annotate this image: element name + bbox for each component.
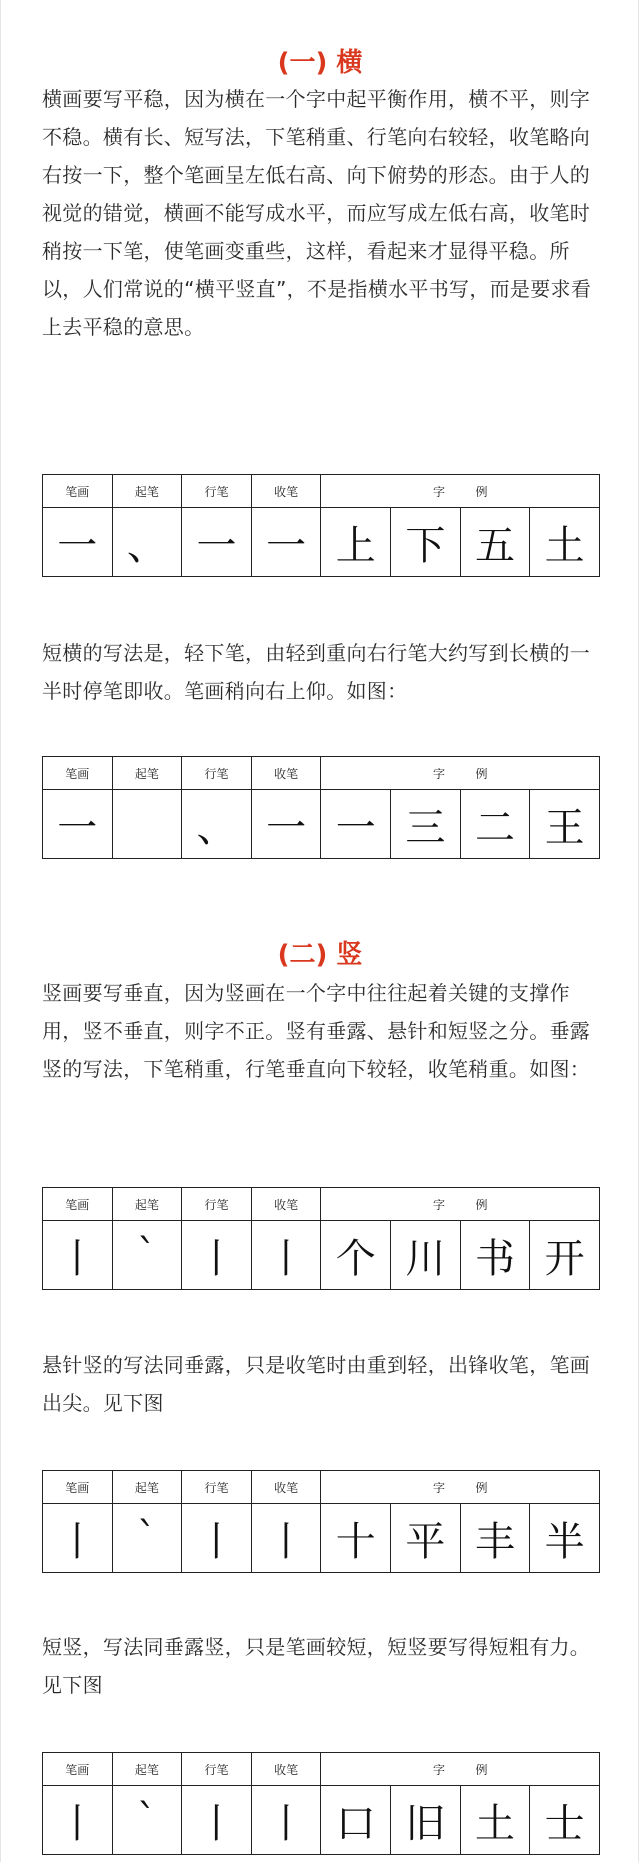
paragraph-heng: 横画要写平稳，因为横在一个字中起平衡作用，横不平，则字不稳。横有长、短写法，下笔稍重、行笔向右较轻，收笔略向右按一下，整个笔画呈左低右高、向下俯势的形态。由于人的视觉的错觉，横画不能写成水平，而应写成左低右高，收笔时稍按一下笔，使笔画变重些，这样，看起来才显得平稳。所以，人们常说的“横平竖直”，不是指横水平书写，而是要求看上去平稳的意思。 — [42, 87, 592, 339]
cell-start: ˋ — [112, 1786, 182, 1855]
cell-end: 一 — [251, 790, 321, 859]
section-heading-shu: (二) 竖 — [277, 940, 363, 970]
cell-end: 丨 — [251, 1786, 321, 1855]
cell-stroke: 丨 — [43, 1221, 113, 1290]
cell-start: ˋ — [112, 1504, 182, 1573]
header-examples: 字 例 — [321, 1188, 600, 1221]
cell-example-1: 口 — [321, 1786, 391, 1855]
paragraph-shu: 竖画要写垂直，因为竖画在一个字中往往起着关键的支撑作用，竖不垂直，则字不正。竖有垂露、悬针和短竖之分。垂露竖的写法，下笔稍重，行笔垂直向下较轻，收笔稍重。如图： — [42, 981, 591, 1081]
header-examples: 字 例 — [321, 475, 600, 508]
header-move: 行笔 — [182, 1753, 252, 1786]
header-stroke: 笔画 — [43, 1471, 113, 1504]
cell-example-3: 丰 — [460, 1504, 530, 1573]
stroke-table-short-shu — [42, 1752, 600, 1855]
header-start: 起笔 — [112, 757, 182, 790]
cell-example-2: 旧 — [391, 1786, 461, 1855]
stroke-table-short-heng — [42, 756, 600, 859]
cell-stroke: 丨 — [43, 1786, 113, 1855]
cell-start — [112, 790, 182, 859]
header-move: 行笔 — [182, 1188, 252, 1221]
cell-example-3: 土 — [460, 1786, 530, 1855]
cell-move: 丨 — [182, 1504, 252, 1573]
paragraph-short-heng: 短横的写法是，轻下笔，由轻到重向右行笔大约写到长横的一半时停笔即收。笔画稍向右上仰。如图： — [42, 641, 591, 703]
frame-border-right — [638, 0, 639, 1862]
cell-example-4: 王 — [530, 790, 600, 859]
header-stroke: 笔画 — [43, 1188, 113, 1221]
stroke-table-heng — [42, 474, 600, 577]
header-end: 收笔 — [251, 1753, 321, 1786]
header-stroke: 笔画 — [43, 475, 113, 508]
section-heading-heng: (一) 横 — [277, 48, 363, 78]
cell-example-3: 五 — [460, 508, 530, 577]
cell-example-1: 十 — [321, 1504, 391, 1573]
header-start: 起笔 — [112, 1753, 182, 1786]
cell-example-2: 平 — [391, 1504, 461, 1573]
header-move: 行笔 — [182, 1471, 252, 1504]
cell-example-3: 二 — [460, 790, 530, 859]
cell-example-2: 川 — [391, 1221, 461, 1290]
cell-example-1: 上 — [321, 508, 391, 577]
cell-move: 丨 — [182, 1786, 252, 1855]
header-end: 收笔 — [251, 1471, 321, 1504]
paragraph-xuanzhen: 悬针竖的写法同垂露，只是收笔时由重到轻，出锋收笔，笔画出尖。见下图 — [42, 1353, 591, 1415]
header-end: 收笔 — [251, 757, 321, 790]
stroke-table-shu — [42, 1187, 600, 1290]
cell-example-3: 书 — [460, 1221, 530, 1290]
header-move: 行笔 — [182, 475, 252, 508]
header-examples: 字 例 — [321, 757, 600, 790]
cell-start: 、 — [112, 508, 182, 577]
header-examples: 字 例 — [321, 1753, 600, 1786]
frame-border-left — [0, 0, 1, 1862]
cell-example-1: 个 — [321, 1221, 391, 1290]
cell-stroke: 丨 — [43, 1504, 113, 1573]
cell-example-1: 一 — [321, 790, 391, 859]
header-end: 收笔 — [251, 1188, 321, 1221]
cell-end: 丨 — [251, 1504, 321, 1573]
header-start: 起笔 — [112, 1471, 182, 1504]
cell-example-2: 下 — [391, 508, 461, 577]
header-stroke: 笔画 — [43, 757, 113, 790]
header-stroke: 笔画 — [43, 1753, 113, 1786]
cell-move: 丨 — [182, 1221, 252, 1290]
header-start: 起笔 — [112, 475, 182, 508]
header-start: 起笔 — [112, 1188, 182, 1221]
cell-end: 一 — [251, 508, 321, 577]
cell-example-4: 开 — [530, 1221, 600, 1290]
cell-example-4: 士 — [530, 1786, 600, 1855]
stroke-table-xuanzhen — [42, 1470, 600, 1573]
cell-example-4: 土 — [530, 508, 600, 577]
header-move: 行笔 — [182, 757, 252, 790]
cell-example-4: 半 — [530, 1504, 600, 1573]
cell-stroke: 一 — [43, 790, 113, 859]
cell-start: ˋ — [112, 1221, 182, 1290]
cell-move: 、 — [182, 790, 252, 859]
header-end: 收笔 — [251, 475, 321, 508]
cell-move: 一 — [182, 508, 252, 577]
header-examples: 字 例 — [321, 1471, 600, 1504]
paragraph-short-shu: 短竖，写法同垂露竖，只是笔画较短，短竖要写得短粗有力。见下图 — [42, 1635, 591, 1697]
cell-stroke: 一 — [43, 508, 113, 577]
cell-end: 丨 — [251, 1221, 321, 1290]
cell-example-2: 三 — [391, 790, 461, 859]
